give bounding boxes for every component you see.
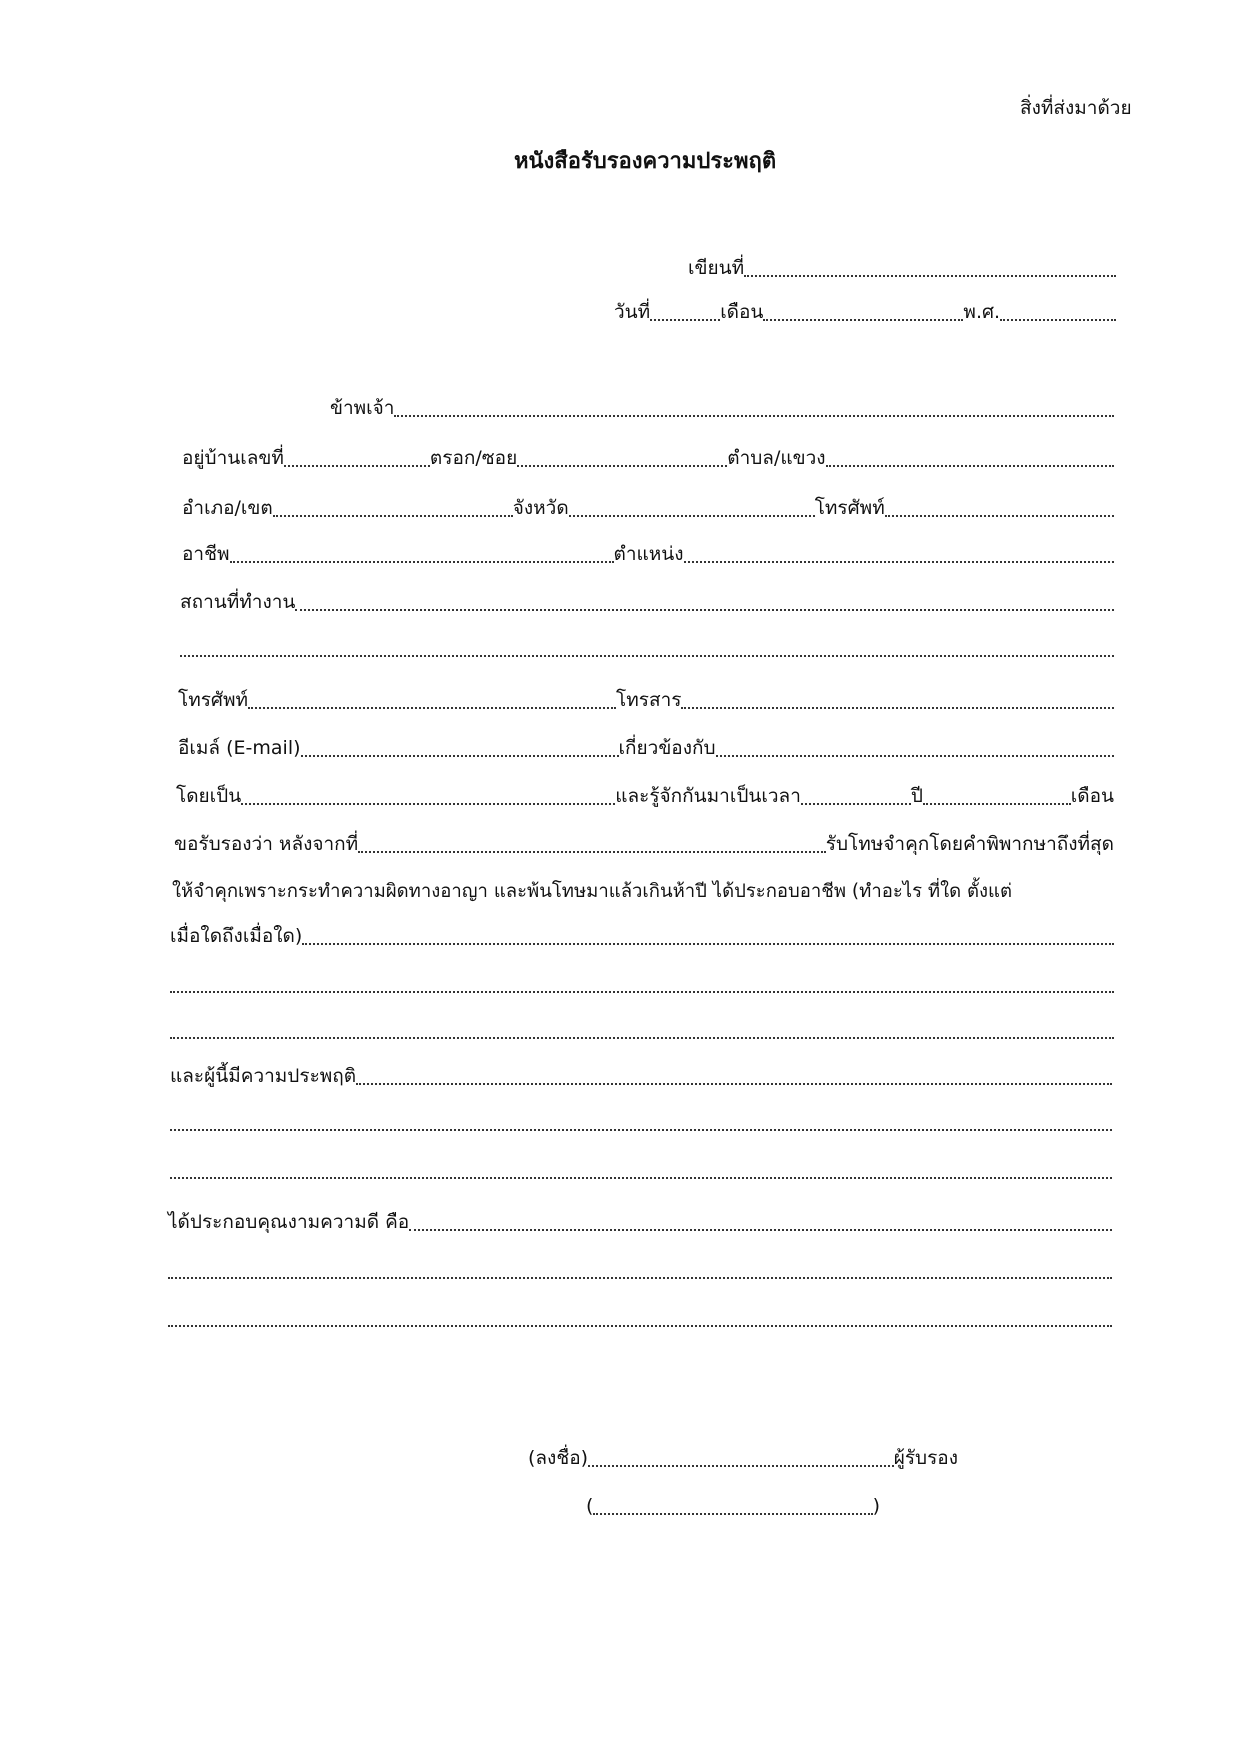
date-field[interactable] — [650, 319, 720, 321]
certify-field[interactable] — [358, 851, 826, 853]
district-field[interactable] — [273, 515, 513, 517]
signature-field[interactable] — [588, 1465, 894, 1467]
months-field[interactable] — [923, 803, 1071, 805]
alley-label: ตรอก/ซอย — [429, 447, 518, 469]
house-no-label: อยู่บ้านเลขที่ — [182, 447, 284, 469]
occupation-detail-field-3[interactable] — [170, 1037, 1114, 1039]
phone-fax-row — [178, 686, 1114, 712]
email-label: อีเมล์ (E-mail) — [178, 737, 301, 759]
conduct-field-2[interactable] — [170, 1129, 1112, 1131]
printed-name-row — [586, 1492, 880, 1518]
district-row — [182, 494, 1114, 520]
phone-label-2: โทรศัพท์ — [178, 689, 249, 711]
document-title: หนังสือรับรองความประพฤติ — [514, 149, 777, 174]
good-deeds-row-2 — [168, 1256, 1112, 1282]
month-label: เดือน — [720, 301, 764, 323]
certify-label: ขอรับรองว่า หลังจากที่ — [174, 833, 359, 855]
sentence-end-label: รับโทษจำคุกโดยคำพิพากษาถึงที่สุด — [825, 833, 1114, 855]
month-field[interactable] — [763, 319, 963, 321]
occupation-field[interactable] — [230, 561, 614, 563]
district-label: อำเภอ/เขต — [182, 497, 273, 519]
year-unit-label: ปี — [910, 785, 923, 807]
occupation-row — [182, 540, 1114, 566]
alley-field[interactable] — [517, 465, 727, 467]
province-label: จังหวัด — [512, 497, 569, 519]
position-field[interactable] — [684, 561, 1114, 563]
conduct-field-3[interactable] — [170, 1177, 1112, 1179]
workplace-field[interactable] — [295, 609, 1114, 611]
workplace-row — [180, 588, 1114, 614]
when-label: เมื่อใดถึงเมื่อใด) — [170, 925, 303, 947]
position-label: ตำแหน่ง — [613, 543, 684, 565]
occupation-detail-row-2 — [170, 970, 1114, 996]
printed-name-field[interactable] — [593, 1513, 872, 1515]
phone-label-1: โทรศัพท์ — [814, 497, 885, 519]
good-deeds-row — [168, 1208, 1112, 1234]
year-label: พ.ศ. — [963, 301, 1001, 323]
close-paren: ) — [872, 1495, 880, 1517]
related-field[interactable] — [716, 755, 1114, 757]
fax-field[interactable] — [681, 707, 1114, 709]
month-unit-label: เดือน — [1070, 785, 1114, 807]
enclosure-label: สิ่งที่ส่งมาด้วย — [1020, 97, 1132, 119]
occupation-label: อาชีพ — [182, 543, 230, 565]
workplace-row-2 — [180, 634, 1114, 660]
written-at-row — [688, 254, 1116, 280]
conduct-field[interactable] — [356, 1083, 1112, 1085]
good-deeds-field-3[interactable] — [168, 1325, 1112, 1327]
province-field[interactable] — [569, 515, 815, 517]
open-paren: ( — [586, 1495, 594, 1517]
related-label: เกี่ยวข้องกับ — [618, 737, 716, 759]
conduct-row — [170, 1062, 1112, 1088]
workplace-label: สถานที่ทำงาน — [180, 591, 296, 613]
as-field[interactable] — [241, 803, 615, 805]
email-field[interactable] — [301, 755, 619, 757]
good-deeds-field[interactable] — [409, 1229, 1112, 1231]
name-field[interactable] — [394, 415, 1114, 417]
imprisonment-text: ให้จำคุกเพราะกระทำความผิดทางอาญา และพ้นโทษมาแล้วเกินห้าปี ได้ประกอบอาชีพ (ทำอะไร ที่ใด ตั้งแต่ — [172, 881, 1012, 902]
occupation-detail-field-2[interactable] — [170, 991, 1114, 993]
date-label: วันที่ — [614, 301, 651, 323]
when-row — [170, 922, 1114, 948]
relationship-row — [176, 782, 1114, 808]
subdistrict-label: ตำบล/แขวง — [727, 447, 826, 469]
workplace-field-2[interactable] — [180, 655, 1114, 657]
sign-label: (ลงชื่อ) — [528, 1447, 589, 1469]
address-row — [182, 444, 1114, 470]
signature-row — [528, 1444, 958, 1470]
phone-field-2[interactable] — [248, 707, 616, 709]
good-deeds-field-2[interactable] — [168, 1277, 1112, 1279]
good-deeds-label: ได้ประกอบคุณงามความดี คือ — [168, 1211, 410, 1233]
certifier-label: ผู้รับรอง — [893, 1447, 958, 1469]
written-at-field[interactable] — [744, 275, 1116, 277]
i-label: ข้าพเจ้า — [330, 397, 395, 419]
date-row — [614, 298, 1116, 324]
subdistrict-field[interactable] — [826, 465, 1114, 467]
conduct-row-3 — [170, 1156, 1112, 1182]
conduct-label: และผู้นี้มีความประพฤติ — [170, 1065, 357, 1087]
certify-row — [174, 830, 1114, 856]
phone-field-1[interactable] — [885, 515, 1114, 517]
when-field[interactable] — [302, 943, 1114, 945]
house-no-field[interactable] — [284, 465, 430, 467]
as-label: โดยเป็น — [176, 785, 242, 807]
years-field[interactable] — [801, 803, 911, 805]
fax-label: โทรสาร — [616, 689, 682, 711]
written-at-label: เขียนที่ — [688, 257, 745, 279]
good-deeds-row-3 — [168, 1304, 1112, 1330]
name-row — [330, 394, 1114, 420]
year-field[interactable] — [1000, 319, 1116, 321]
email-row — [178, 734, 1114, 760]
known-label: และรู้จักกันมาเป็นเวลา — [615, 785, 801, 807]
conduct-row-2 — [170, 1108, 1112, 1134]
occupation-detail-row-3 — [170, 1016, 1114, 1042]
